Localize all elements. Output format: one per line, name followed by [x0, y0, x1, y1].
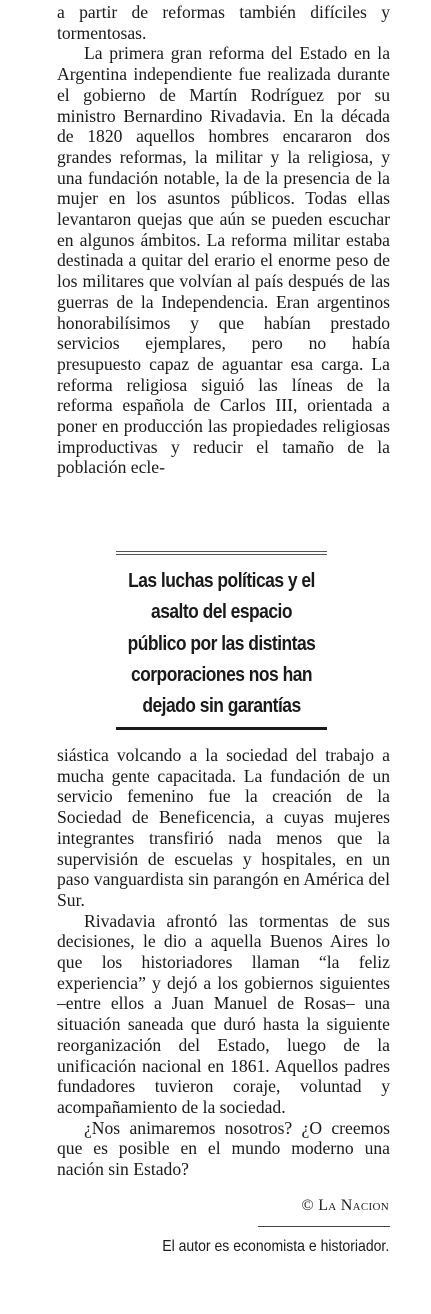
paragraph: La primera gran reforma del Estado en la Argentina independiente fue realizada durante el gobierno de Martín Rodríguez por su ministro Bernardino Rivadavia. En la década de 1820 aquellos hombres encararon dos grandes reformas, la militar y la religiosa, y una fundación notable, la de la presencia de la mujer en los asuntos públicos. Todas ellas levantaron quejas que aún se pueden escuchar en algunos ámbitos. La reforma militar estaba destinada a quitar del erario el enorme peso de los militares que volvían al país después de las guerras de la Independencia. Eran argentinos honorabilísimos y que habían prestado servicios ejemplares, pero no había presupuesto capaz de aguantar esa carga. La reforma religiosa siguió las líneas de la reforma española de Carlos III, orientada a poner en producción las propiedades religiosas improductivas y reducir el tamaño de la población ecle- — [57, 43, 390, 478]
footer-divider — [258, 1226, 390, 1227]
pull-quote-top-rule — [116, 551, 327, 555]
paragraph: a partir de reformas también difíciles y tormentosas. — [57, 2, 390, 43]
paragraph: siástica volcando a la sociedad del trabajo a mucha gente capacitada. La fundación de un servicio femenino fue la creación de la Sociedad de Beneficencia, a cuyas mujeres integrantes transfirió nada menos que la supervisión de escuelas y hospitales, en un paso vanguardista sin parangón en América del Sur. — [57, 745, 390, 910]
pull-quote-text: Las luchas políticas y el asalto del espacio público por las distintas corporaciones nos han dejado sin garantías — [127, 570, 316, 718]
article-body-top — [57, 2, 390, 478]
author-note: El autor es economista e historiador. — [161, 1238, 389, 1255]
paragraph: Rivadavia afrontó las tormentas de sus decisiones, le dio a aquella Buenos Aires lo que los historiadores llaman “la feliz experiencia” y dejó a los gobiernos siguientes –entre ellos a Juan Manuel de Rosas– una situación saneada que duró hasta la siguiente reorganización del Estado, luego de la unificación nacional en 1861. Aquellos padres fundadores tuvieron coraje, voluntad y acompañamiento de la sociedad. — [57, 910, 390, 1117]
pull-quote — [116, 547, 327, 730]
paragraph: ¿Nos animaremos nosotros? ¿O creemos que es posible en el mundo moderno una nación sin Estado? — [57, 1117, 390, 1180]
article-body-bottom — [57, 745, 390, 1180]
copyright-credit: © La Nacion — [301, 1197, 389, 1214]
pull-quote-bottom-rule — [116, 727, 327, 730]
